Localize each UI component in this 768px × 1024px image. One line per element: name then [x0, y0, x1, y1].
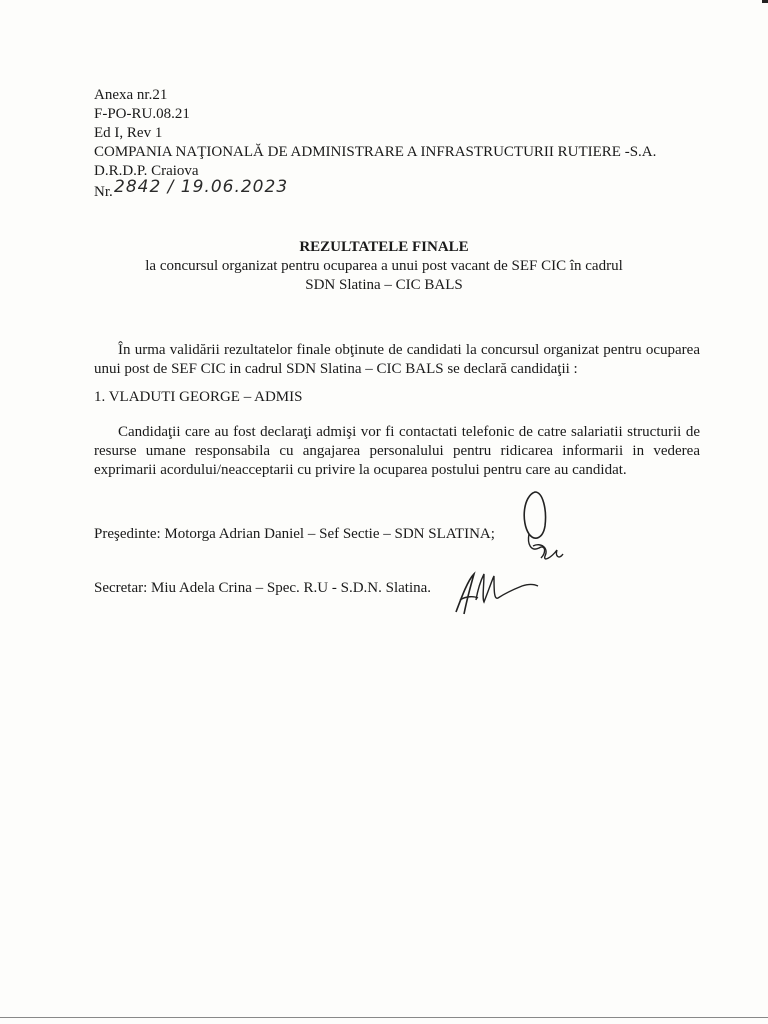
title-block [0, 238, 768, 295]
scan-edge-mark [762, 0, 768, 3]
annex-number: Anexa nr.21 [94, 87, 168, 103]
president-signature [505, 486, 575, 570]
intro-paragraph-text: În urma validării rezultatelor finale obţinute de candidati la concursul organizat pentru ocuparea unui post de SEF CIC in cadrul SDN Slatina – CIC BALS se declară candidaţii : [94, 342, 700, 377]
notice-paragraph-text: Candidaţii care au fost declaraţi admişi vor fi contactati telefonic de catre salariatii structurii de resurse umane responsabila cu angajarea personalului pentru ridicarea informarii in vederea exprimarii acordului/neacceptarii cu privire la ocuparea postului pentru care au candidat. [94, 424, 700, 478]
intro-paragraph [94, 341, 700, 379]
secretary-line: Secretar: Miu Adela Crina – Spec. R.U - S.D.N. Slatina. [94, 580, 432, 596]
notice-paragraph [94, 423, 700, 480]
registration-number-line [94, 177, 656, 203]
document-header [94, 86, 656, 203]
scan-bottom-edge [0, 1017, 768, 1018]
document-title: REZULTATELE FINALE [299, 239, 469, 255]
title-subline-2: SDN Slatina – CIC BALS [305, 277, 463, 293]
company-name: COMPANIA NAŢIONALĂ DE ADMINISTRARE A INFRASTRUCTURII RUTIERE -S.A. [94, 144, 657, 160]
directorate-name: D.R.D.P. Craiova [94, 163, 199, 179]
handwritten-registration-number: 2842 / 19.06.2023 [114, 177, 289, 197]
nr-label: Nr. [94, 184, 113, 200]
form-code: F-PO-RU.08.21 [94, 106, 190, 122]
title-subline-1: la concursul organizat pentru ocuparea a unui post vacant de SEF CIC în cadrul [145, 258, 623, 274]
candidate-result: 1. VLADUTI GEORGE – ADMIS [94, 389, 303, 405]
secretary-signature [452, 566, 542, 620]
president-line: Preşedinte: Motorga Adrian Daniel – Sef Sectie – SDN SLATINA; [94, 526, 495, 542]
edition-revision: Ed I, Rev 1 [94, 125, 163, 141]
